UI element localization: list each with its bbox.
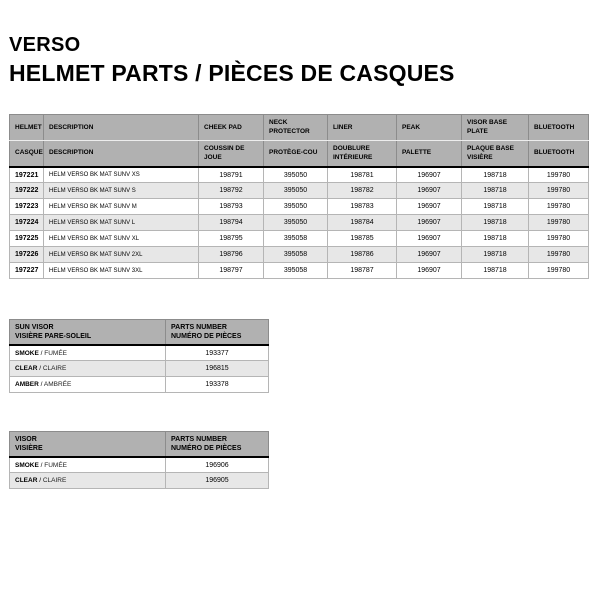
table-row xyxy=(10,167,589,183)
label-separator: / xyxy=(38,381,44,389)
cell-liner: 198787 xyxy=(328,263,397,279)
cell-cheek-pad: 198796 xyxy=(199,247,264,263)
cell-helmet-number: 197223 xyxy=(10,199,44,215)
cell-part-number: 193378 xyxy=(166,377,269,393)
page-title: HELMET PARTS / PIÈCES DE CASQUES xyxy=(9,60,455,86)
table-row xyxy=(10,473,269,489)
cell-bluetooth: 199780 xyxy=(529,247,589,263)
parts-number-header xyxy=(166,432,269,457)
cell-tint-label xyxy=(10,457,166,473)
cell-peak: 196907 xyxy=(397,263,462,279)
cell-bluetooth: 199780 xyxy=(529,263,589,279)
helmet-parts-table-body xyxy=(10,167,589,279)
cell-helmet-number: 197227 xyxy=(10,263,44,279)
parts-number-header-fr: NUMÉRO DE PIÈCES xyxy=(171,445,242,453)
column-header-fr: BLUETOOTH xyxy=(529,141,589,167)
cell-description: HELM VERSO BK MAT SUNV M xyxy=(44,199,199,215)
cell-bluetooth: 199780 xyxy=(529,199,589,215)
header-row-english xyxy=(10,115,589,141)
cell-visor-base-plate: 198718 xyxy=(462,263,529,279)
cell-cheek-pad: 198791 xyxy=(199,167,264,183)
cell-liner: 198782 xyxy=(328,183,397,199)
cell-helmet-number: 197225 xyxy=(10,231,44,247)
cell-neck-protector: 395050 xyxy=(264,167,328,183)
cell-peak: 196907 xyxy=(397,247,462,263)
table-row xyxy=(10,263,589,279)
tint-label-fr: CLAIRE xyxy=(42,477,67,485)
visor-table-header xyxy=(10,432,269,457)
cell-helmet-number: 197221 xyxy=(10,167,44,183)
label-separator: / xyxy=(37,477,43,485)
table-row xyxy=(10,377,269,393)
tint-label-fr: AMBRÉE xyxy=(43,381,72,389)
cell-neck-protector: 395050 xyxy=(264,183,328,199)
cell-cheek-pad: 198792 xyxy=(199,183,264,199)
parts-number-header-en: PARTS NUMBER xyxy=(171,323,227,331)
parts-number-header xyxy=(166,320,269,345)
visor-header-fr: VISIÈRE xyxy=(15,445,43,453)
sun-visor-header xyxy=(10,320,166,345)
cell-bluetooth: 199780 xyxy=(529,215,589,231)
cell-neck-protector: 395058 xyxy=(264,231,328,247)
cell-part-number: 196906 xyxy=(166,457,269,473)
cell-liner: 198781 xyxy=(328,167,397,183)
column-header-en: HELMET xyxy=(10,115,44,141)
sun-visor-table xyxy=(9,319,269,393)
cell-cheek-pad: 198795 xyxy=(199,231,264,247)
sun-visor-table-body xyxy=(10,345,269,393)
cell-description: HELM VERSO BK MAT SUNV XL xyxy=(44,231,199,247)
tint-label-en: SMOKE xyxy=(15,461,39,469)
cell-description: HELM VERSO BK MAT SUNV S xyxy=(44,183,199,199)
table-row xyxy=(10,247,589,263)
parts-number-header-en: PARTS NUMBER xyxy=(171,435,227,443)
column-header-en: VISOR BASE PLATE xyxy=(462,115,529,141)
cell-liner: 198786 xyxy=(328,247,397,263)
column-header-en: PEAK xyxy=(397,115,462,141)
column-header-fr: CASQUE xyxy=(10,141,44,167)
cell-description: HELM VERSO BK MAT SUNV 2XL xyxy=(44,247,199,263)
cell-liner: 198783 xyxy=(328,199,397,215)
cell-part-number: 193377 xyxy=(166,345,269,361)
cell-cheek-pad: 198793 xyxy=(199,199,264,215)
cell-peak: 196907 xyxy=(397,215,462,231)
column-header-en: CHEEK PAD xyxy=(199,115,264,141)
table-row xyxy=(10,199,589,215)
cell-cheek-pad: 198797 xyxy=(199,263,264,279)
cell-bluetooth: 199780 xyxy=(529,167,589,183)
sun-visor-header-fr: VISIÈRE PARE-SOLEIL xyxy=(15,333,92,341)
cell-tint-label xyxy=(10,345,166,361)
column-header-fr: DOUBLURE INTÉRIEURE xyxy=(328,141,397,167)
cell-cheek-pad: 198794 xyxy=(199,215,264,231)
cell-tint-label xyxy=(10,377,166,393)
cell-part-number: 196815 xyxy=(166,361,269,377)
cell-visor-base-plate: 198718 xyxy=(462,199,529,215)
tint-label-fr: CLAIRE xyxy=(42,365,67,373)
sun-visor-table-header xyxy=(10,320,269,345)
label-separator: / xyxy=(37,365,43,373)
header-row xyxy=(10,320,269,345)
cell-visor-base-plate: 198718 xyxy=(462,215,529,231)
cell-bluetooth: 199780 xyxy=(529,183,589,199)
cell-liner: 198784 xyxy=(328,215,397,231)
cell-tint-label xyxy=(10,473,166,489)
visor-table xyxy=(9,431,269,489)
cell-visor-base-plate: 198718 xyxy=(462,167,529,183)
column-header-fr: PLAQUE BASE VISIÈRE xyxy=(462,141,529,167)
table-row xyxy=(10,183,589,199)
column-header-en: NECK PROTECTOR xyxy=(264,115,328,141)
cell-neck-protector: 395050 xyxy=(264,215,328,231)
column-header-en: DESCRIPTION xyxy=(44,115,199,141)
cell-part-number: 196905 xyxy=(166,473,269,489)
cell-peak: 196907 xyxy=(397,231,462,247)
cell-description: HELM VERSO BK MAT SUNV L xyxy=(44,215,199,231)
helmet-parts-table xyxy=(9,114,589,279)
tint-label-en: CLEAR xyxy=(15,365,38,373)
tint-label-en: AMBER xyxy=(15,381,39,389)
column-header-en: BLUETOOTH xyxy=(529,115,589,141)
helmet-parts-table-header xyxy=(10,115,589,167)
cell-helmet-number: 197224 xyxy=(10,215,44,231)
tint-label-fr: FUMÉE xyxy=(44,461,68,469)
table-row xyxy=(10,231,589,247)
header-row xyxy=(10,432,269,457)
column-header-fr: PALETTE xyxy=(397,141,462,167)
tint-label-en: SMOKE xyxy=(15,349,39,357)
table-row xyxy=(10,361,269,377)
cell-peak: 196907 xyxy=(397,167,462,183)
sun-visor-header-en: SUN VISOR xyxy=(15,323,54,331)
cell-helmet-number: 197222 xyxy=(10,183,44,199)
table-row xyxy=(10,457,269,473)
cell-helmet-number: 197226 xyxy=(10,247,44,263)
tint-label-fr: FUMÉE xyxy=(44,349,68,357)
cell-liner: 198785 xyxy=(328,231,397,247)
table-row xyxy=(10,345,269,361)
cell-peak: 196907 xyxy=(397,199,462,215)
cell-visor-base-plate: 198718 xyxy=(462,247,529,263)
cell-bluetooth: 199780 xyxy=(529,231,589,247)
visor-header-en: VISOR xyxy=(15,435,37,443)
cell-peak: 196907 xyxy=(397,183,462,199)
tint-label-en: CLEAR xyxy=(15,477,38,485)
cell-neck-protector: 395058 xyxy=(264,263,328,279)
cell-neck-protector: 395058 xyxy=(264,247,328,263)
table-row xyxy=(10,215,589,231)
visor-header xyxy=(10,432,166,457)
column-header-en: LINER xyxy=(328,115,397,141)
column-header-fr: PROTÈGE-COU xyxy=(264,141,328,167)
brand-title: VERSO xyxy=(9,34,81,56)
cell-visor-base-plate: 198718 xyxy=(462,183,529,199)
cell-tint-label xyxy=(10,361,166,377)
cell-description: HELM VERSO BK MAT SUNV XS xyxy=(44,167,199,183)
header-row-french xyxy=(10,141,589,167)
label-separator: / xyxy=(38,461,45,469)
parts-number-header-fr: NUMÉRO DE PIÈCES xyxy=(171,333,242,341)
cell-visor-base-plate: 198718 xyxy=(462,231,529,247)
visor-table-body xyxy=(10,457,269,489)
cell-neck-protector: 395050 xyxy=(264,199,328,215)
column-header-fr: DESCRIPTION xyxy=(44,141,199,167)
label-separator: / xyxy=(38,349,45,357)
column-header-fr: COUSSIN DE JOUE xyxy=(199,141,264,167)
cell-description: HELM VERSO BK MAT SUNV 3XL xyxy=(44,263,199,279)
